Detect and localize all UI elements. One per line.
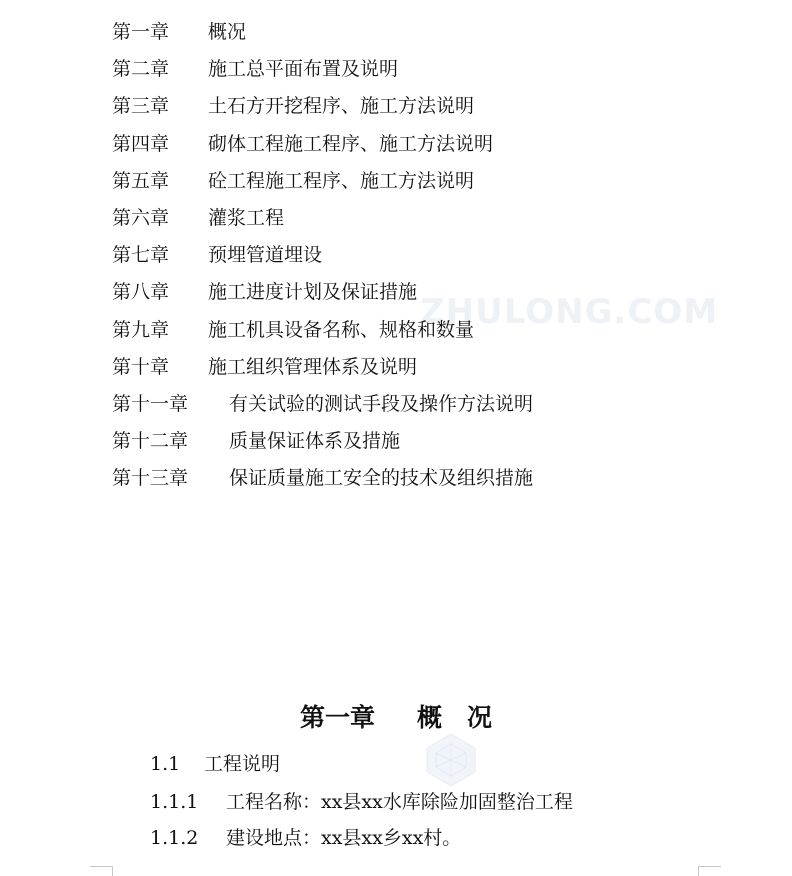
toc-item-3 [112, 88, 533, 125]
toc-item-title: 保证质量施工安全的技术及组织措施 [229, 467, 534, 490]
toc-item-title: 预埋管道埋设 [208, 244, 323, 267]
chapter-heading [0, 698, 792, 738]
toc-item-number: 第三章 [112, 95, 170, 118]
toc-item-number: 第二章 [112, 58, 170, 81]
toc-item-1 [112, 14, 533, 51]
toc-item-5 [112, 163, 533, 200]
toc-item-12 [112, 423, 533, 460]
toc-item-number: 第十章 [112, 355, 170, 378]
toc-item-number: 第五章 [112, 169, 170, 192]
toc-item-title: 质量保证体系及措施 [229, 430, 401, 453]
zhulong-logo-icon [421, 732, 481, 788]
toc-item-number: 第十三章 [112, 467, 189, 490]
toc-item-2 [112, 51, 533, 88]
toc-item-title: 概况 [208, 21, 247, 43]
toc-item-11 [112, 386, 533, 423]
toc-item-title: 灌浆工程 [208, 206, 285, 229]
toc-item-number: 第八章 [112, 281, 170, 304]
section-1-1-2 [150, 823, 461, 853]
toc-item-title: 砌体工程施工程序、施工方法说明 [208, 132, 494, 155]
chapter-heading-number: 第一章 [299, 703, 375, 732]
toc-item-number: 第四章 [112, 132, 170, 155]
toc-item-4 [112, 126, 533, 163]
toc-item-title: 施工组织管理体系及说明 [208, 355, 418, 378]
toc-item-title: 土石方开挖程序、施工方法说明 [208, 95, 475, 118]
section-number: 1.1.2 [150, 827, 199, 849]
toc-item-10 [112, 349, 533, 386]
toc-item-6 [112, 200, 533, 237]
chapter-heading-title: 概 况 [417, 703, 493, 732]
toc-item-number: 第九章 [112, 318, 170, 341]
toc-item-7 [112, 237, 533, 274]
section-number: 1.1 [150, 753, 181, 775]
section-text: 工程名称：xx县xx水库除险加固整治工程 [226, 791, 573, 813]
section-1-1 [150, 749, 280, 779]
section-number: 1.1.1 [150, 791, 199, 813]
toc-item-title: 施工机具设备名称、规格和数量 [208, 318, 475, 341]
section-text: 建设地点：xx县xx乡xx村。 [226, 827, 462, 849]
toc-item-8 [112, 274, 533, 311]
watermark-text: ZHULONG.COM [420, 292, 719, 332]
toc-item-title: 砼工程施工程序、施工方法说明 [208, 169, 475, 192]
section-1-1-1 [150, 787, 573, 817]
toc-item-title: 施工总平面布置及说明 [208, 58, 399, 81]
toc-item-13 [112, 460, 533, 497]
toc-item-title: 有关试验的测试手段及操作方法说明 [229, 392, 534, 415]
table-of-contents [112, 14, 533, 497]
toc-item-number: 第十二章 [112, 430, 189, 453]
toc-item-9 [112, 312, 533, 349]
toc-item-number: 第一章 [112, 21, 170, 43]
toc-item-title: 施工进度计划及保证措施 [208, 281, 418, 304]
toc-item-number: 第六章 [112, 206, 170, 229]
section-text: 工程说明 [204, 753, 281, 775]
toc-item-number: 第七章 [112, 244, 170, 267]
toc-item-number: 第十一章 [112, 392, 189, 415]
